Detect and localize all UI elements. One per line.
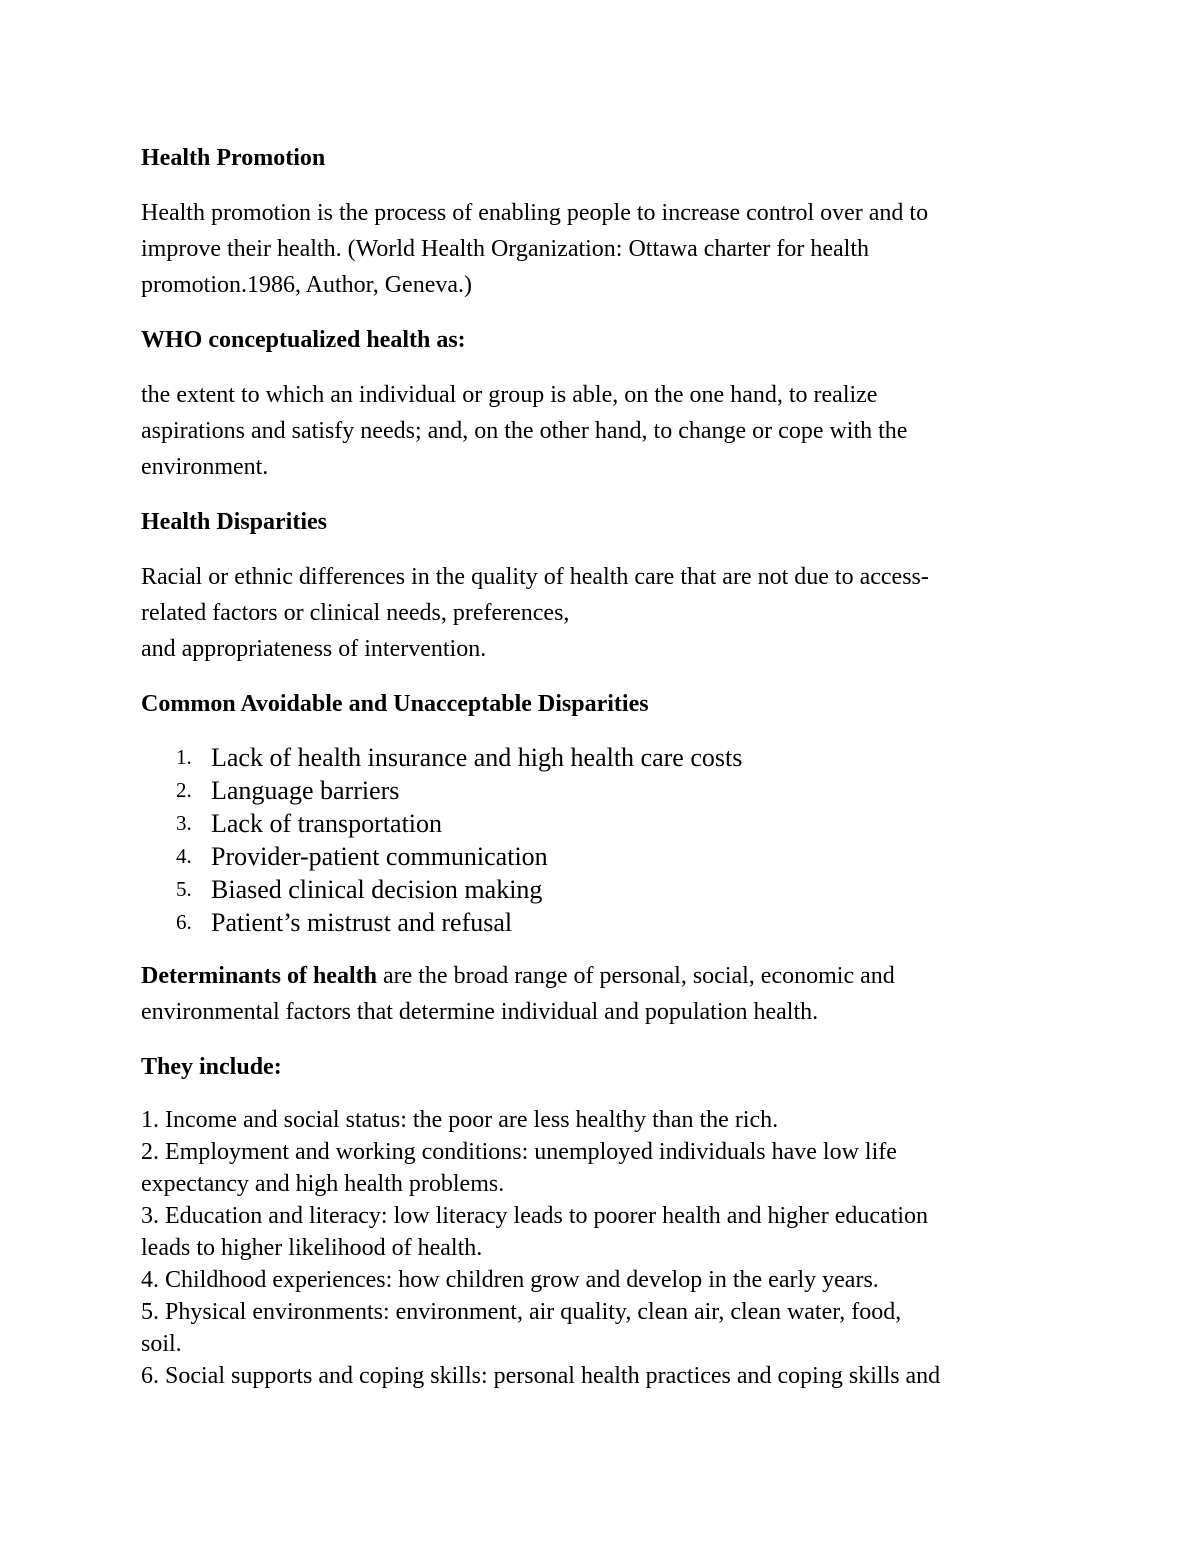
list-item <box>141 774 1071 807</box>
list-item-text: Biased clinical decision making <box>211 875 543 904</box>
text-line: environmental factors that determine individual and population health. <box>141 999 819 1025</box>
list-line: expectancy and high health problems. <box>141 1171 505 1197</box>
list-item <box>141 807 1071 840</box>
list-line: soil. <box>141 1331 182 1357</box>
list-line: leads to higher likelihood of health. <box>141 1235 483 1261</box>
list-line: 5. Physical environments: environment, air quality, clean air, clean water, food, <box>141 1299 902 1325</box>
list-line: 6. Social supports and coping skills: personal health practices and coping skills and <box>141 1363 941 1389</box>
list-line: 4. Childhood experiences: how children grow and develop in the early years. <box>141 1267 879 1293</box>
text-line: Health promotion is the process of enabling people to increase control over and to <box>141 200 929 226</box>
disparities-list <box>141 741 1071 939</box>
list-item-text: Lack of health insurance and high health care costs <box>211 743 743 772</box>
heading-they-include: They include: <box>141 1054 282 1080</box>
list-number: 5. <box>176 877 192 901</box>
text-line: Racial or ethnic differences in the quality of health care that are not due to access- <box>141 564 929 590</box>
determinants-list <box>141 1104 1071 1392</box>
list-line: 2. Employment and working conditions: unemployed individuals have low life <box>141 1139 897 1165</box>
text-line: aspirations and satisfy needs; and, on the other hand, to change or cope with the <box>141 418 908 444</box>
list-number: 6. <box>176 910 192 934</box>
list-number: 3. <box>176 811 192 835</box>
list-item-text: Lack of transportation <box>211 809 443 838</box>
heading-common-disparities: Common Avoidable and Unacceptable Disparities <box>141 691 649 717</box>
list-item <box>141 906 1071 939</box>
text-line: environment. <box>141 454 269 480</box>
bold-term-determinants: Determinants of health <box>141 963 377 989</box>
list-number: 2. <box>176 778 192 802</box>
list-line: 3. Education and literacy: low literacy leads to poorer health and higher education <box>141 1203 929 1229</box>
paragraph-health-disparities <box>141 559 1071 667</box>
text-line: promotion.1986, Author, Geneva.) <box>141 272 472 298</box>
text-line: related factors or clinical needs, preferences, <box>141 600 570 626</box>
list-item-text: Provider-patient communication <box>211 842 548 871</box>
document-body <box>141 140 1071 1392</box>
list-item <box>141 741 1071 774</box>
paragraph-determinants-of-health <box>141 958 1071 1030</box>
text-line: the extent to which an individual or group is able, on the one hand, to realize <box>141 382 878 408</box>
text-line: and appropriateness of intervention. <box>141 636 487 662</box>
list-item-text: Patient’s mistrust and refusal <box>211 908 513 937</box>
heading-who-conceptualized: WHO conceptualized health as: <box>141 327 466 353</box>
paragraph-who-health-concept <box>141 377 1071 485</box>
list-number: 1. <box>176 745 192 769</box>
text-line <box>141 958 1071 994</box>
list-item <box>141 840 1071 873</box>
heading-health-promotion: Health Promotion <box>141 145 326 171</box>
heading-health-disparities: Health Disparities <box>141 509 327 535</box>
list-item-text: Language barriers <box>211 776 400 805</box>
paragraph-health-promotion-definition <box>141 195 1071 303</box>
text-line: improve their health. (World Health Organization: Ottawa charter for health <box>141 236 870 262</box>
list-number: 4. <box>176 844 192 868</box>
list-item <box>141 873 1071 906</box>
list-line: 1. Income and social status: the poor are less healthy than the rich. <box>141 1107 779 1133</box>
text-run: are the broad range of personal, social, economic and <box>376 963 895 989</box>
